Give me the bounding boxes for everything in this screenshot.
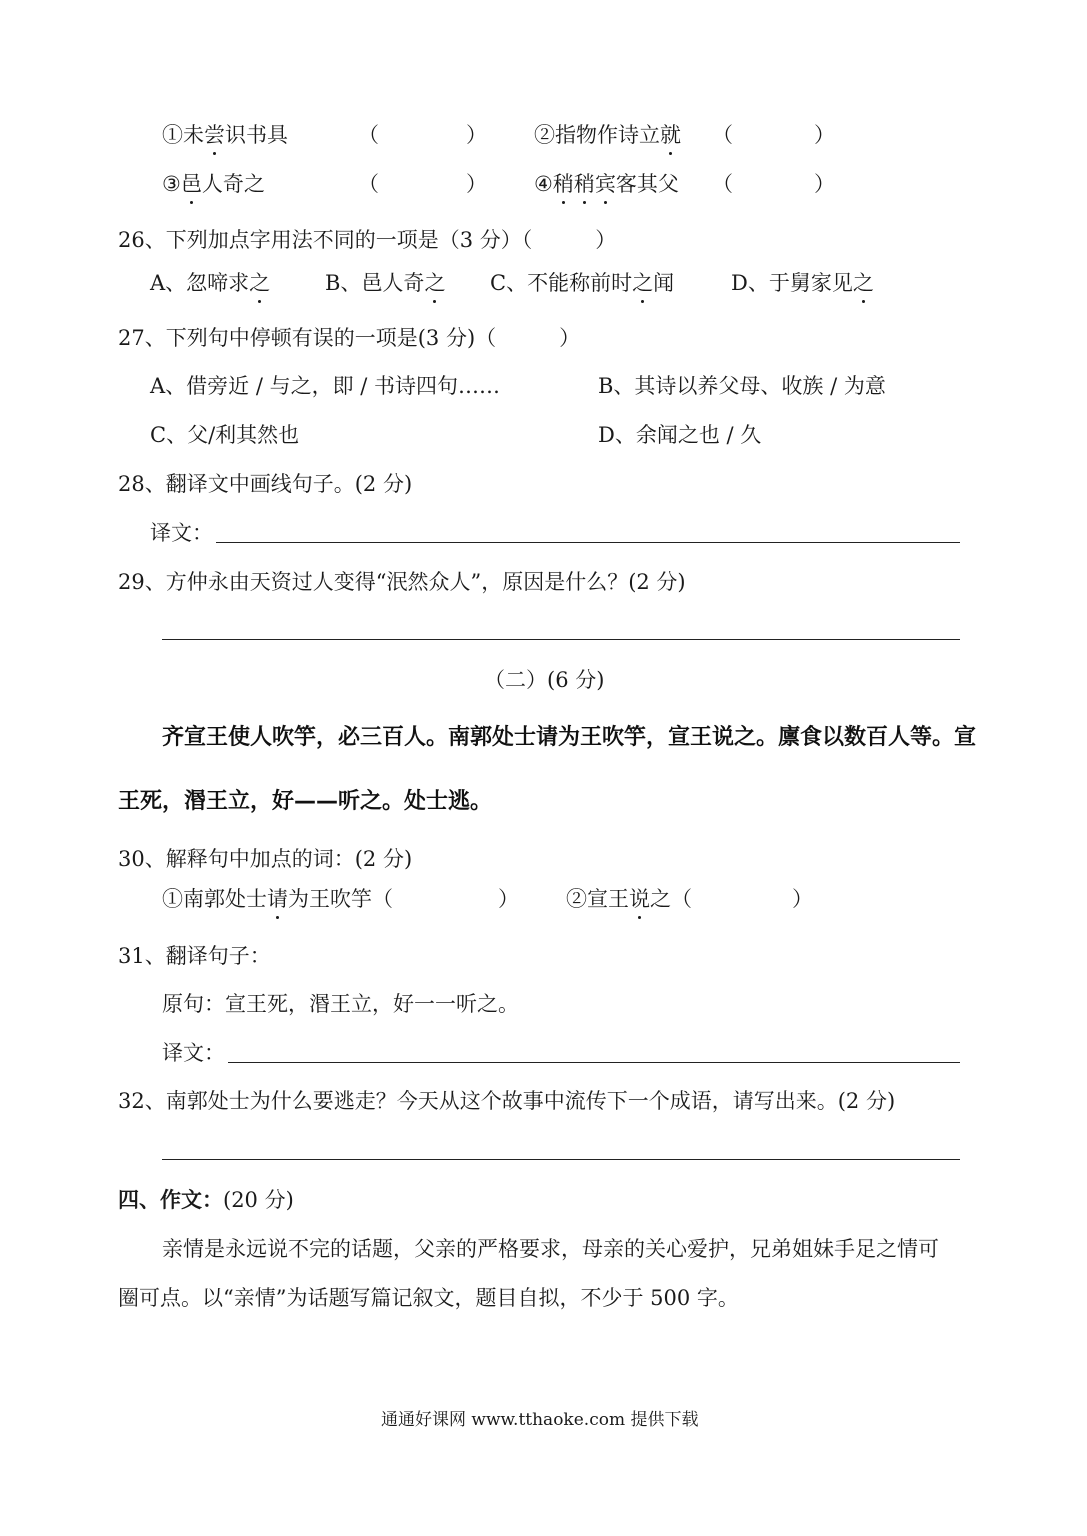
- q31-stem: 31、翻译句子：: [118, 944, 271, 968]
- q25-answer-blank-4[interactable]: ）: [814, 172, 835, 196]
- q26-stem: 26、下列加点字用法不同的一项是（3 分）（ ）: [118, 228, 617, 252]
- q30-item-2: ②宣王说之（: [566, 887, 692, 911]
- emphasis-char: 之: [249, 271, 271, 295]
- q26-option-c[interactable]: C、不能称前时之闻: [490, 271, 675, 295]
- page-footer: 通通好课网 www.tthaoke.com 提供下载: [381, 1410, 699, 1430]
- q25-item-1: ①未尝识书具: [162, 123, 288, 147]
- emphasis-char: 宾: [594, 172, 616, 196]
- q27-stem: 27、下列句中停顿有误的一项是(3 分)（ ）: [118, 326, 581, 350]
- passage-line-1: 齐宣王使人吹竽，必三百人。南郭处士请为王吹竽，宣王说之。廪食以数百人等。宣: [162, 725, 977, 750]
- emphasis-char: 稍: [573, 172, 595, 196]
- emphasis-char: 之: [852, 271, 874, 295]
- q31-original-sentence: 原句：宣王死，湣王立，好一一听之。: [162, 992, 519, 1016]
- q25-answer-blank-1[interactable]: ）: [466, 123, 487, 147]
- emphasis-char: 尝: [204, 123, 225, 147]
- q30-item-1: ①南郭处士请为王吹竽（: [162, 887, 393, 911]
- emphasis-char: 稍: [552, 172, 574, 196]
- q31-answer-label: 译文：: [162, 1041, 225, 1065]
- q25-item-4: ④稍稍宾客其父: [534, 172, 679, 196]
- q25-answer-blank-2[interactable]: ）: [814, 123, 835, 147]
- q28-answer-line[interactable]: [216, 542, 960, 543]
- q25-item-3: ③邑人奇之: [162, 172, 265, 196]
- emphasis-char: 邑: [180, 172, 202, 196]
- passage-line-2: 王死，湣王立，好——听之。处士逃。: [118, 789, 493, 814]
- q30-answer-blank-2[interactable]: ）: [792, 887, 813, 911]
- emphasis-char: 就: [660, 123, 681, 147]
- q27-option-c[interactable]: C、父/利其然也: [150, 423, 300, 447]
- q25-paren-open-3: （: [358, 172, 379, 196]
- section-2-title: （二）(6 分): [484, 668, 605, 692]
- q30-answer-blank-1[interactable]: ）: [498, 887, 519, 911]
- q29-stem: 29、方仲永由天资过人变得“泯然众人”，原因是什么？(2 分): [118, 570, 686, 594]
- q28-stem: 28、翻译文中画线句子。(2 分): [118, 472, 413, 496]
- q30-stem: 30、解释句中加点的词：(2 分): [118, 847, 413, 871]
- section-4-heading: 四、作文：(20 分): [118, 1188, 294, 1212]
- essay-prompt-line-1: 亲情是永远说不完的话题，父亲的严格要求，母亲的关心爱护，兄弟姐妹手足之情可: [162, 1237, 939, 1261]
- emphasis-char: 之: [632, 271, 654, 295]
- q32-answer-line[interactable]: [162, 1159, 960, 1160]
- q27-option-b[interactable]: B、其诗以养父母、收族 / 为意: [598, 374, 886, 398]
- q25-item-2: ②指物作诗立就: [534, 123, 681, 147]
- emphasis-char: 之: [424, 271, 446, 295]
- q28-answer-label: 译文：: [150, 521, 213, 545]
- q32-stem: 32、南郭处士为什么要逃走？今天从这个故事中流传下一个成语，请写出来。(2 分): [118, 1089, 896, 1113]
- emphasis-char: 说: [629, 887, 650, 911]
- q31-answer-line[interactable]: [228, 1062, 960, 1063]
- q25-paren-open-1: （: [358, 123, 379, 147]
- q27-option-d[interactable]: D、余闻之也 / 久: [598, 423, 762, 447]
- q29-answer-line[interactable]: [162, 639, 960, 640]
- q25-paren-open-4: （: [712, 172, 733, 196]
- q26-option-d[interactable]: D、于舅家见之: [731, 271, 874, 295]
- q26-option-a[interactable]: A、忽啼求之: [150, 271, 271, 295]
- q27-option-a[interactable]: A、借旁近 / 与之，即 / 书诗四句……: [150, 374, 501, 398]
- q26-option-b[interactable]: B、邑人奇之: [325, 271, 446, 295]
- essay-prompt-line-2: 圈可点。以“亲情”为话题写篇记叙文，题目自拟，不少于 500 字。: [118, 1286, 739, 1310]
- emphasis-char: 请: [267, 887, 288, 911]
- q25-paren-open-2: （: [712, 123, 733, 147]
- q25-answer-blank-3[interactable]: ）: [466, 172, 487, 196]
